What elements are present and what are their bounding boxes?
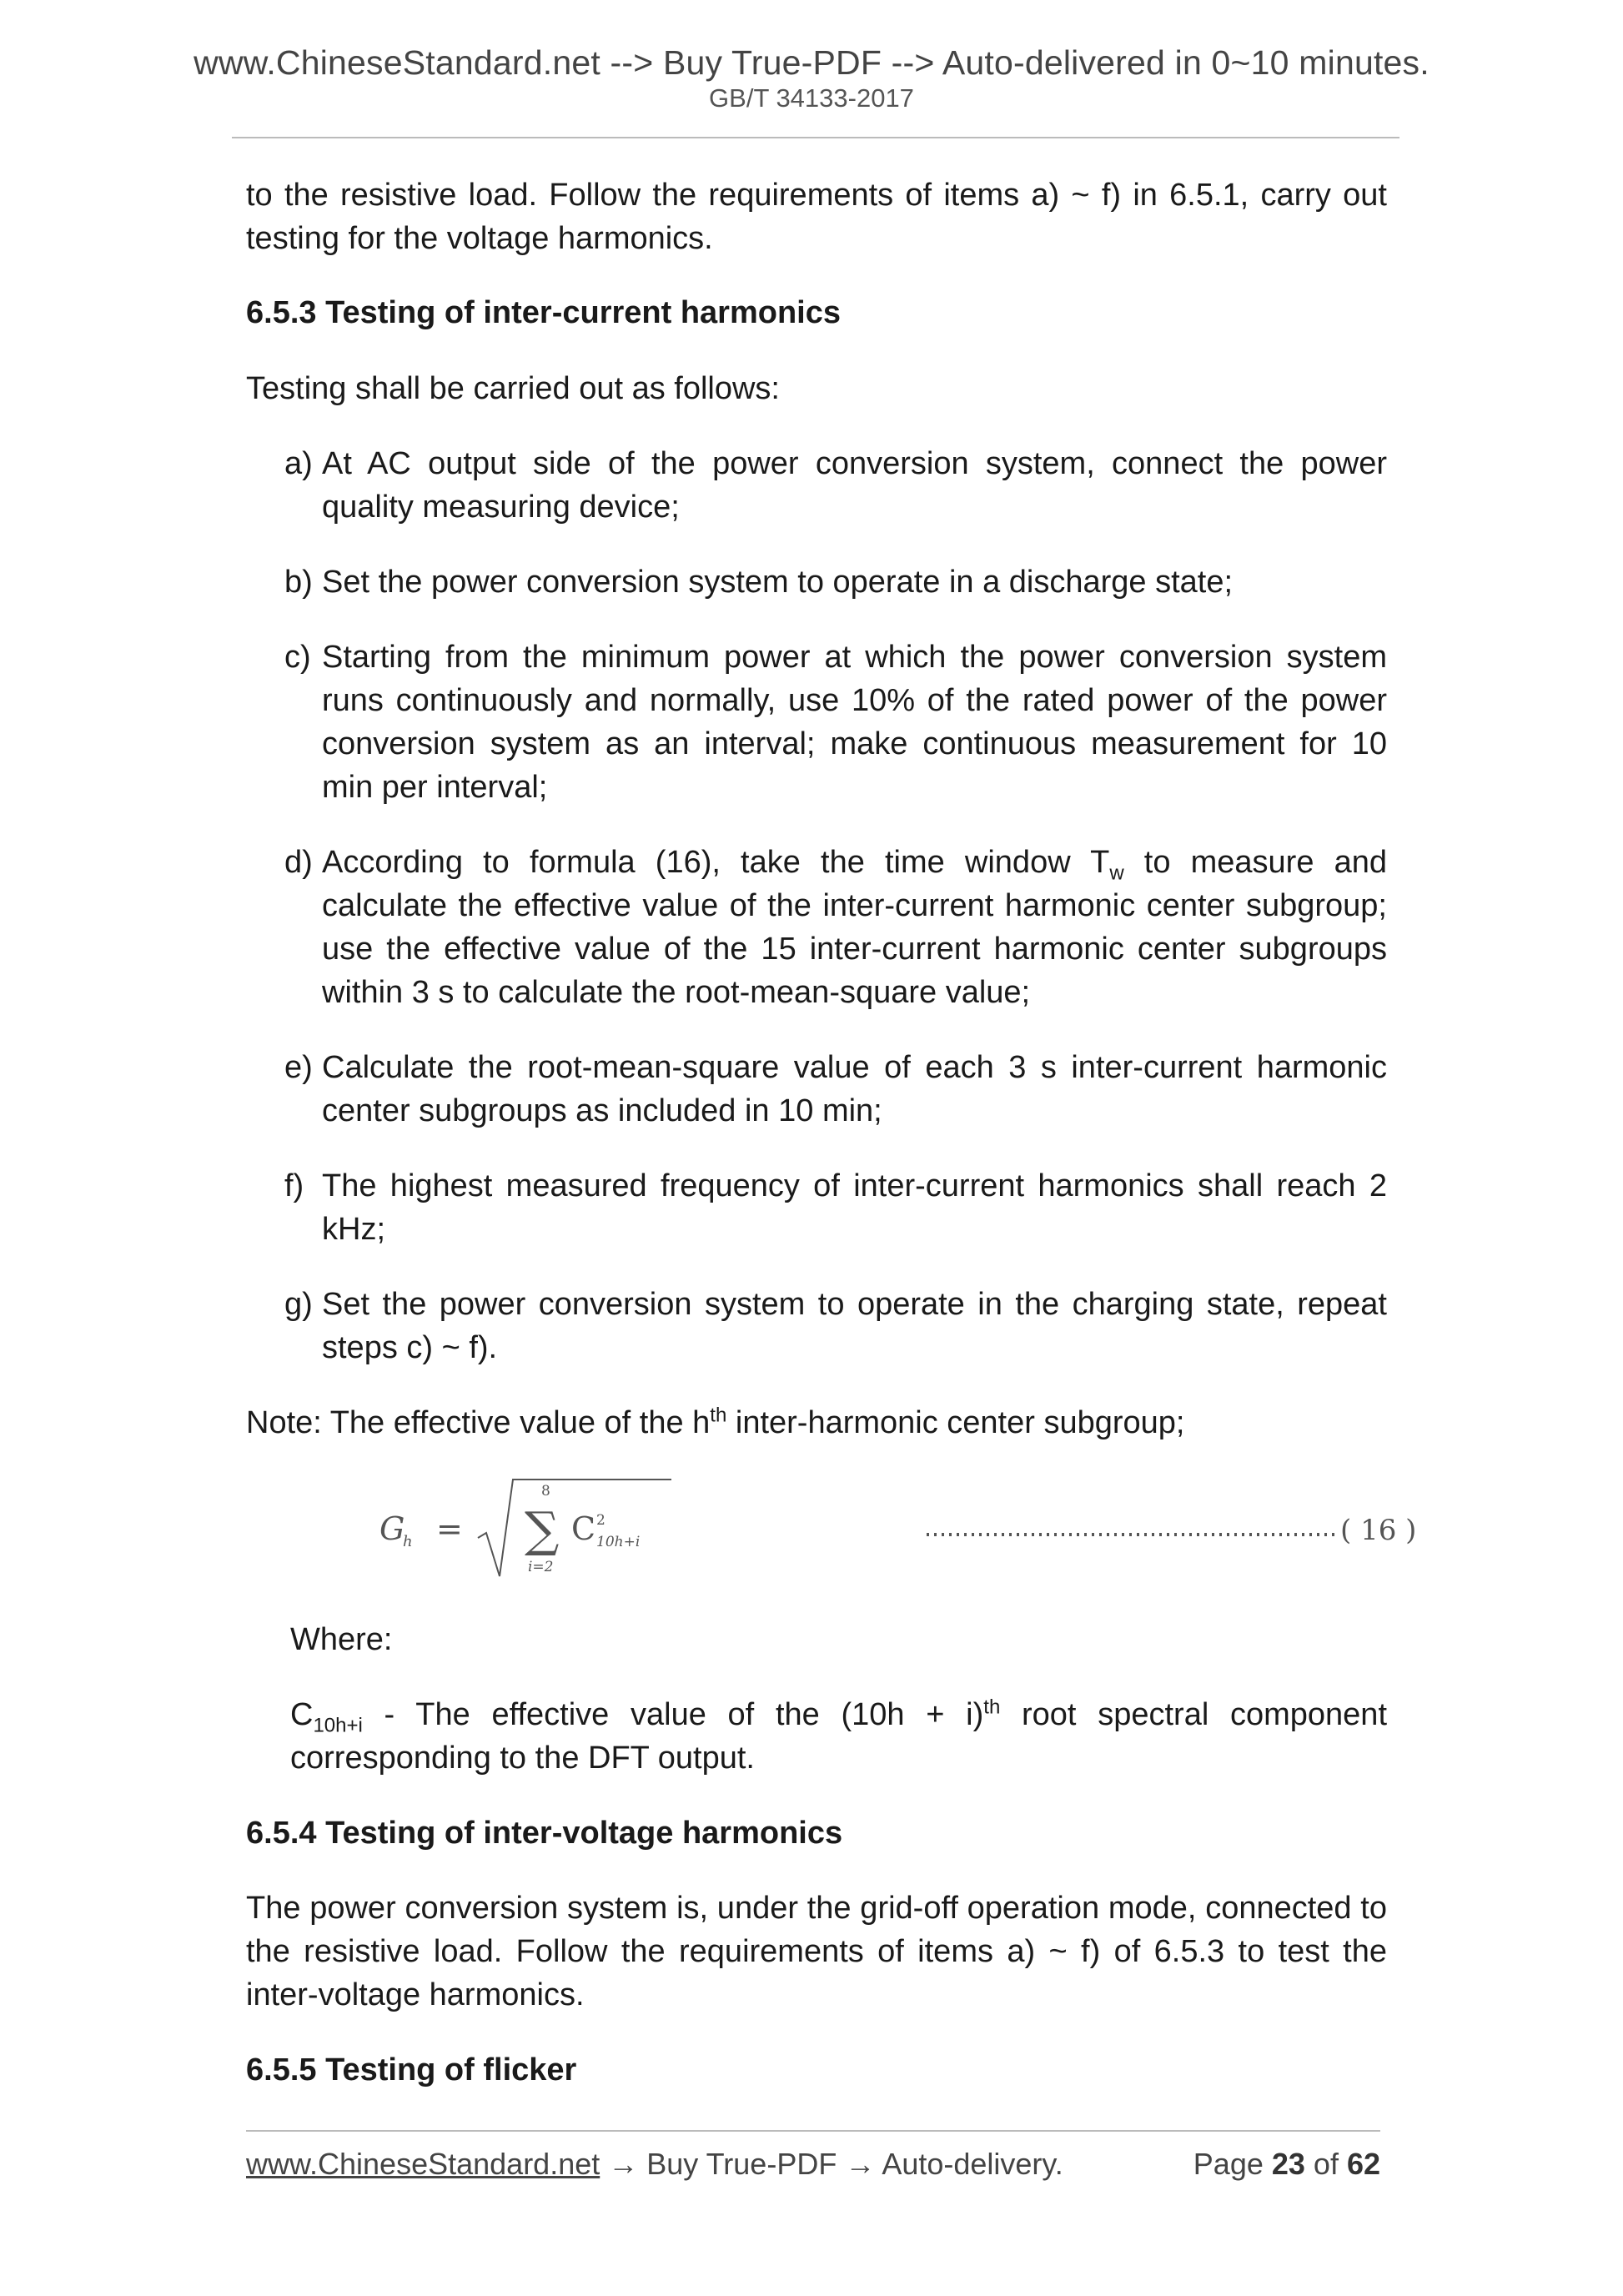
list-item <box>246 636 1387 809</box>
list-marker: g) <box>284 1287 313 1322</box>
standard-code: GB/T 34133-2017 <box>709 83 914 113</box>
sigma-symbol: ∑ <box>525 1501 560 1558</box>
list-marker: e) <box>284 1050 313 1085</box>
footer-tagline: www.ChineseStandard.net → Buy True-PDF → Auto-delivery. <box>246 2147 1063 2181</box>
list-marker: d) <box>284 845 313 880</box>
list-item <box>246 1164 1387 1251</box>
formula-term-sup: 2 <box>596 1512 605 1529</box>
sum-lower-limit: i=2 <box>528 1559 554 1575</box>
where-label: Where: <box>290 1622 393 1657</box>
footer-divider <box>246 2130 1380 2132</box>
list-text: Starting from the minimum power at which the power conversion system runs continuously and normally, use 10% of the rated power of the power conversion system as an interval; make continuous measurement for 10 min per interval; <box>322 640 1387 805</box>
page-footer <box>246 2147 1380 2188</box>
section-heading-6-5-3: 6.5.3 Testing of inter-current harmonics <box>246 295 842 330</box>
list-marker: f) <box>284 1168 304 1203</box>
current-page: 23 <box>1271 2147 1305 2181</box>
header-divider <box>232 137 1399 138</box>
sum-upper-limit: 8 <box>541 1483 550 1500</box>
intro-paragraph: to the resistive load. Follow the requirements of items a) ~ f) in 6.5.1, carry out testing for the voltage harmonics. <box>246 178 1387 256</box>
site-banner: www.ChineseStandard.net --> Buy True-PDF --> Auto-delivered in 0~10 minutes. <box>193 43 1430 82</box>
formula-lhs-sub: h <box>403 1533 413 1550</box>
section-paragraph: The power conversion system is, under the grid-off operation mode, connected to the resistive load. Follow the requirements of items a) ~ f) of 6.5.3 to test the inter-voltage harmonics. <box>246 1891 1387 2012</box>
list-text: Set the power conversion system to operate in the charging state, repeat steps c) ~ f). <box>322 1287 1387 1365</box>
list-marker: c) <box>284 640 311 675</box>
list-marker: a) <box>284 446 313 481</box>
list-marker: b) <box>284 565 313 600</box>
section-heading-6-5-5: 6.5.5 Testing of flicker <box>246 2052 577 2088</box>
note-paragraph: Note: The effective value of the $h^{th}$ inter-harmonic center subgroup; <box>246 1404 1185 1440</box>
formula-16 <box>246 1473 1417 1591</box>
list-text: Set the power conversion system to operate in a discharge state; <box>322 565 1234 600</box>
subscript: 10h+i <box>313 1714 363 1737</box>
page-number: Page 23 of 62 <box>1193 2147 1380 2181</box>
list-item <box>246 841 1387 1014</box>
footer-site-link[interactable]: www.ChineseStandard.net <box>246 2147 600 2181</box>
formula-number: ( 16 ) <box>1340 1514 1417 1547</box>
where-definition: $C_{10h+i}$ - The effective value of the $(10h + i)^{th}$ root spectral component corresponding to the DFT output. <box>290 1696 1387 1776</box>
list-text: According to formula (16), take the time window $T_w$ to measure and calculate the effective value of the inter-current harmonic center subgroup; use the effective value of the 15 inter-current harmonic center subgroups within 3 s to calculate the root-mean-square value; <box>322 845 1388 1010</box>
total-pages: 62 <box>1346 2147 1380 2181</box>
formula-svg <box>246 1473 1417 1591</box>
subscript: w <box>1109 862 1124 885</box>
document-body <box>246 173 1417 2092</box>
list-item <box>246 1046 1387 1133</box>
superscript: th <box>983 1696 1001 1719</box>
formula-term-sub: 10h+i <box>596 1534 641 1550</box>
list-item <box>246 560 1387 604</box>
list-text: Calculate the root-mean-square value of each 3 s inter-current harmonic center subgroups as included in 10 min; <box>322 1050 1387 1128</box>
list-text: At AC output side of the power conversion system, connect the power quality measuring device; <box>322 446 1387 525</box>
formula-equals: = <box>436 1510 463 1547</box>
superscript: th <box>710 1404 727 1427</box>
list-text: The highest measured frequency of inter-current harmonics shall reach 2 kHz; <box>322 1168 1387 1247</box>
formula-lhs: G <box>379 1510 405 1547</box>
list-item <box>246 442 1387 529</box>
list-item <box>246 1283 1387 1369</box>
formula-term: C <box>571 1510 596 1547</box>
section-lead: Testing shall be carried out as follows: <box>246 371 780 406</box>
section-heading-6-5-4: 6.5.4 Testing of inter-voltage harmonics <box>246 1816 843 1851</box>
